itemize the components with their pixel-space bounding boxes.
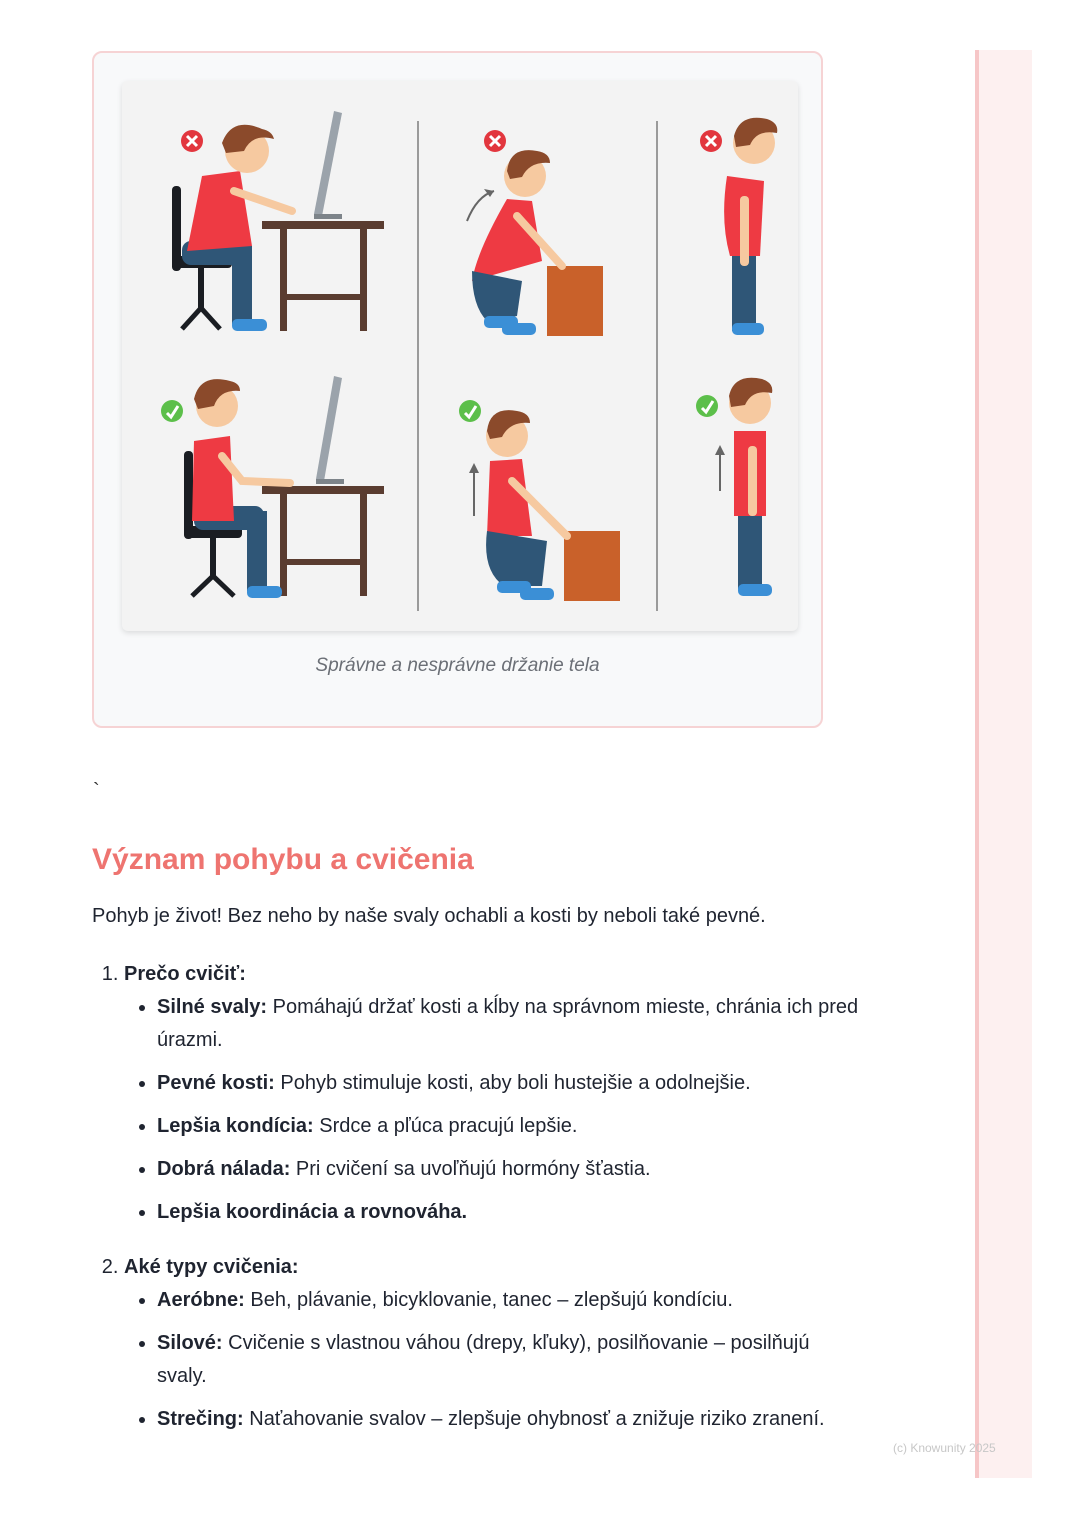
exercise-list <box>92 958 864 1446</box>
bullet-text: Pohyb stimuluje kosti, aby boli hustejšie a odolnejšie. <box>274 1072 751 1094</box>
posture-illustration <box>122 81 798 631</box>
bullet-item <box>157 1196 864 1229</box>
good-sitting-posture <box>161 376 384 598</box>
bullet-item <box>157 1153 864 1186</box>
bad-standing-posture <box>700 118 777 335</box>
bullet-term: Dobrá nálada: <box>157 1158 291 1180</box>
list-item <box>124 1251 864 1436</box>
watermark: (c) Knowunity 2025 <box>893 1441 996 1455</box>
bullet-term: Lepšia kondícia: <box>157 1115 314 1137</box>
bullet-item <box>157 1403 864 1436</box>
good-lifting-posture <box>459 400 620 601</box>
bullet-text: Srdce a pľúca pracujú lepšie. <box>313 1115 578 1137</box>
section-heading: Význam pohybu a cvičenia <box>92 843 474 876</box>
bullet-item <box>157 1067 864 1100</box>
bullet-term: Aeróbne: <box>157 1289 245 1311</box>
bullet-term: Lepšia koordinácia a rovnováha. <box>157 1201 468 1223</box>
good-standing-posture <box>696 378 772 596</box>
bad-lifting-posture <box>467 130 603 336</box>
list-item <box>124 958 864 1229</box>
bullet-text: Cvičenie s vlastnou váhou (drepy, kľuky), posilňovanie – posilňujú svaly. <box>157 1332 810 1387</box>
bullet-term: Silné svaly: <box>157 996 268 1018</box>
bullet-text: Beh, plávanie, bicyklovanie, tanec – zlepšujú kondíciu. <box>244 1289 733 1311</box>
correct-icon <box>161 400 183 422</box>
bad-sitting-posture <box>172 111 384 331</box>
bullet-list <box>124 991 864 1229</box>
list-item-title: Aké typy cvičenia: <box>124 1256 299 1278</box>
bullet-text: Pomáhajú držať kosti a kĺby na správnom mieste, chránia ich pred úrazmi. <box>157 996 859 1051</box>
figure-caption: Správne a nesprávne držanie tela <box>315 655 600 676</box>
posture-figure <box>92 51 823 728</box>
bullet-item <box>157 1110 864 1143</box>
right-margin-bar <box>975 50 1032 1478</box>
section-intro: Pohyb je život! Bez neho by naše svaly ochabli a kosti by neboli také pevné. <box>92 905 766 927</box>
bullet-item <box>157 1327 864 1393</box>
posture-svg <box>122 81 798 631</box>
bullet-text: Pri cvičení sa uvoľňujú hormóny šťastia. <box>290 1158 651 1180</box>
bullet-term: Strečing: <box>157 1408 244 1430</box>
correct-icon <box>459 400 481 422</box>
bullet-item <box>157 991 864 1057</box>
bullet-item <box>157 1284 864 1317</box>
list-item-title: Prečo cvičiť: <box>124 963 246 985</box>
bullet-text: Naťahovanie svalov – zlepšuje ohybnosť a znižuje riziko zranení. <box>243 1408 825 1430</box>
bullet-term: Pevné kosti: <box>157 1072 275 1094</box>
stray-character: ` <box>93 780 100 802</box>
correct-icon <box>696 395 718 417</box>
bullet-term: Silové: <box>157 1332 223 1354</box>
bullet-list <box>124 1284 864 1436</box>
